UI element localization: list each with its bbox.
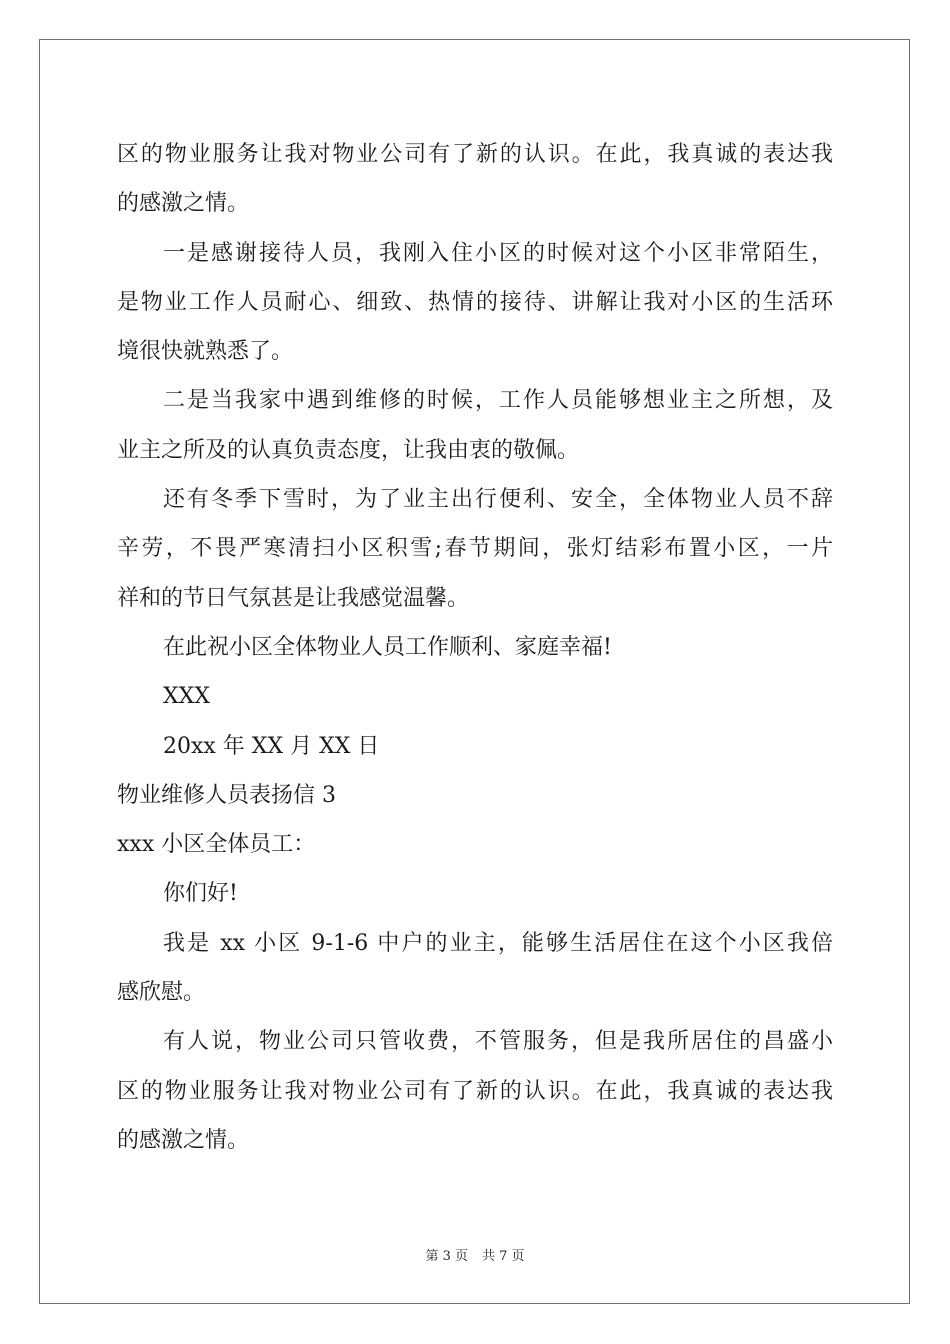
text-line-9: 辛劳，不畏严寒清扫小区积雪;春节期间，张灯结彩布置小区，一片 — [117, 536, 833, 562]
text-line-17: 我是 xx 小区 9-1-6 中户的业主，能够生活居住在这个小区我倍 — [163, 930, 833, 956]
signature-name: XXX — [163, 684, 210, 710]
greeting: 你们好! — [163, 881, 238, 907]
salutation: xxx 小区全体员工： — [117, 832, 316, 858]
page-number: 第 3 页 — [425, 1249, 468, 1264]
signature-date: 20xx 年 XX 月 XX 日 — [163, 733, 380, 759]
text-line-4: 是物业工作人员耐心、细致、热情的接待、讲解让我对小区的生活环 — [117, 289, 833, 315]
text-line-3: 一是感谢接待人员，我刚入住小区的时候对这个小区非常陌生， — [163, 240, 833, 266]
text-line-19: 有人说，物业公司只管收费，不管服务，但是我所居住的昌盛小 — [163, 1029, 833, 1055]
text-line-1: 区的物业服务让我对物业公司有了新的认识。在此，我真诚的表达我 — [117, 142, 833, 167]
text-line-6: 二是当我家中遇到维修的时候，工作人员能够想业主之所想，及 — [163, 388, 833, 414]
text-line-8: 还有冬季下雪时，为了业主出行便利、安全，全体物业人员不辞 — [163, 487, 833, 513]
text-line-20: 区的物业服务让我对物业公司有了新的认识。在此，我真诚的表达我 — [117, 1078, 833, 1104]
text-line-2: 的感激之情。 — [117, 191, 250, 217]
text-line-21: 的感激之情。 — [117, 1127, 250, 1153]
text-line-7: 业主之所及的认真负责态度，让我由衷的敬佩。 — [117, 437, 580, 463]
text-line-18: 感欣慰。 — [117, 980, 206, 1006]
page-total: 共 7 页 — [482, 1249, 525, 1264]
text-line-5: 境很快就熟悉了。 — [117, 339, 294, 365]
text-line-10: 祥和的节日气氛甚是让我感觉温馨。 — [117, 585, 470, 611]
page-footer — [0, 1245, 950, 1264]
section-title: 物业维修人员表扬信 3 — [117, 782, 336, 808]
document-body — [117, 130, 833, 1165]
text-line-11: 在此祝小区全体物业人员工作顺利、家庭幸福! — [163, 634, 612, 660]
